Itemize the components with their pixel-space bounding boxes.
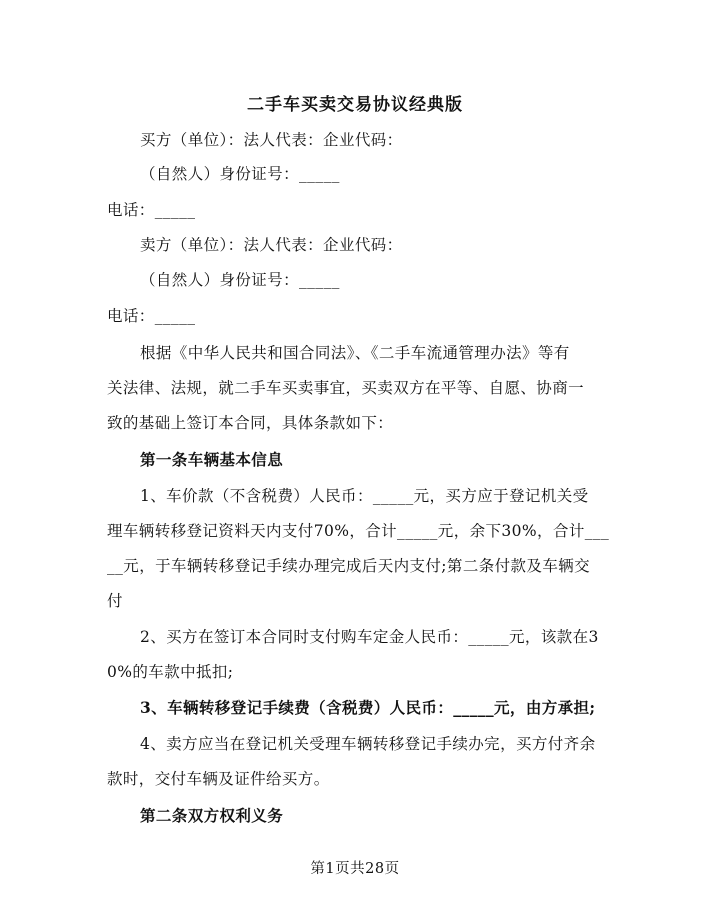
preamble-line-3: 致的基础上签订本合同，具体条款如下： bbox=[107, 414, 394, 432]
clause-4-line-2: 款时，交付车辆及证件给买方。 bbox=[107, 770, 330, 788]
preamble-line-2: 关法律、法规，就二手车买卖事宜，买卖双方在平等、自愿、协商一 bbox=[107, 379, 585, 397]
buyer-phone-line: 电话：_____ bbox=[107, 201, 196, 219]
clause-3-line: 3、车辆转移登记手续费（含税费）人民币：_____元，由方承担; bbox=[140, 698, 596, 717]
section-heading-2: 第二条双方权利义务 bbox=[140, 806, 284, 825]
seller-id-line: （自然人）身份证号：_____ bbox=[140, 271, 340, 289]
clause-2-line-2: 0%的车款中抵扣; bbox=[107, 663, 234, 681]
buyer-unit-line: 买方（单位）：法人代表：企业代码： bbox=[140, 131, 403, 149]
section-heading-1: 第一条车辆基本信息 bbox=[140, 450, 284, 469]
clause-1-line-1: 1、车价款（不含税费）人民币：_____元，买方应于登记机关受 bbox=[140, 487, 589, 505]
clause-2-line-1: 2、买方在签订本合同时支付购车定金人民币：_____元，该款在3 bbox=[140, 628, 599, 646]
clause-4-line-1: 4、卖方应当在登记机关受理车辆转移登记手续办完，买方付齐余 bbox=[140, 735, 596, 753]
seller-phone-line: 电话：_____ bbox=[107, 307, 196, 325]
buyer-id-line: （自然人）身份证号：_____ bbox=[140, 165, 340, 183]
seller-unit-line: 卖方（单位）：法人代表：企业代码： bbox=[140, 236, 403, 254]
clause-1-line-3: __元，于车辆转移登记手续办理完成后天内支付;第二条付款及车辆交 bbox=[107, 557, 591, 575]
page-number: 第1页共28页 bbox=[310, 861, 400, 877]
clause-1-line-2: 理车辆转移登记资料天内支付70%，合计_____元，余下30%，合计___ bbox=[107, 522, 610, 540]
clause-1-line-4: 付 bbox=[107, 592, 123, 610]
preamble-line-1: 根据《中华人民共和国合同法》、《二手车流通管理办法》等有 bbox=[140, 344, 570, 362]
document-title: 二手车买卖交易协议经典版 bbox=[247, 95, 463, 115]
